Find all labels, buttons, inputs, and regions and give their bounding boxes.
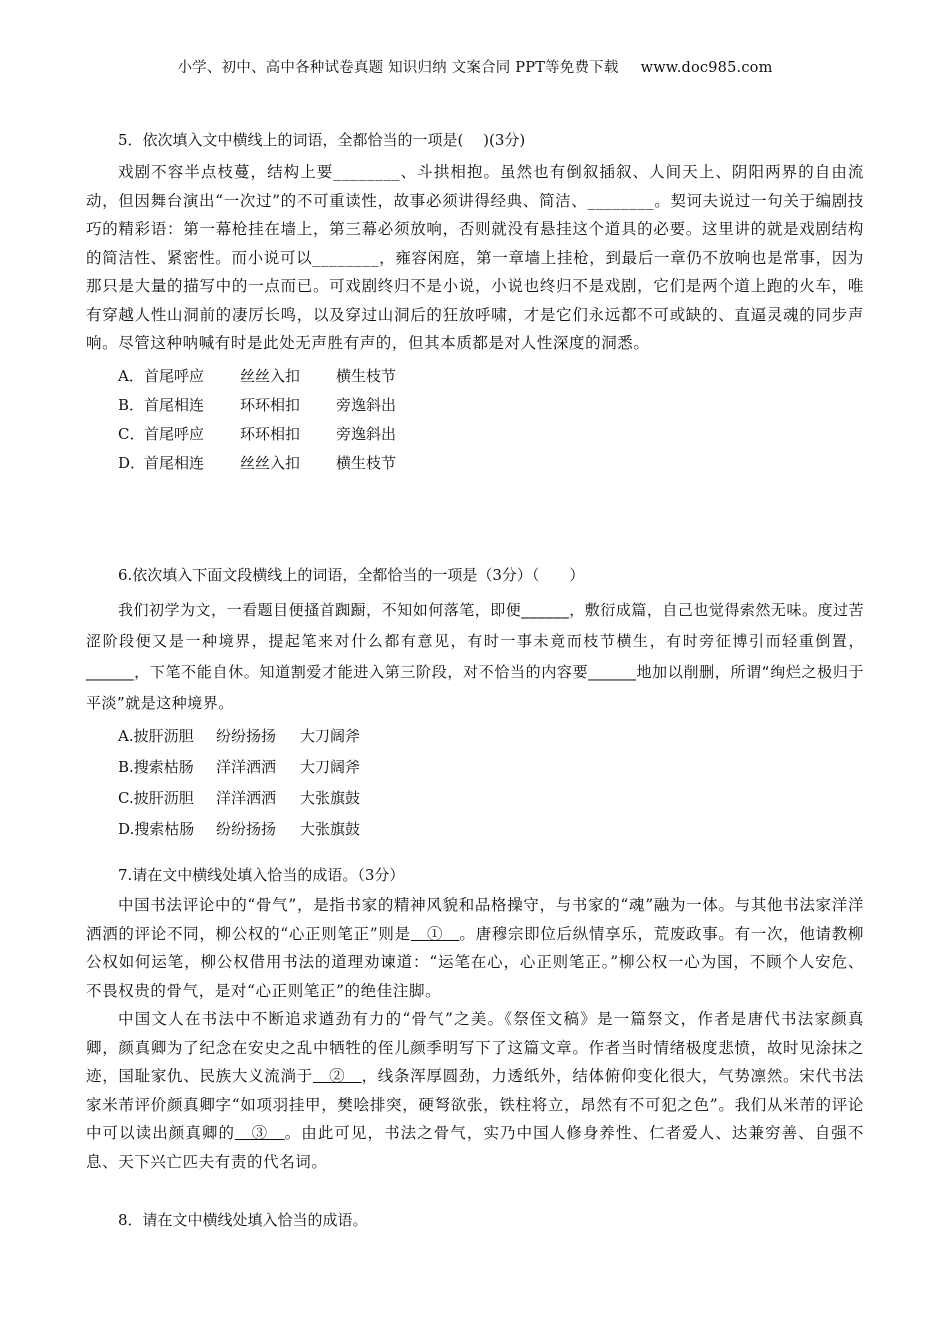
question-5-passage: 戏剧不容半点枝蔓，结构上要________、斗拱相抱。虽然也有倒叙插叙、人间天上、阴阳两界的自由流动，但因舞台演出“一次过”的不可重读性，故事必须讲得经典、简洁、________。契诃夫说过一句关于编剧技巧的精彩语：第一幕枪挂在墙上，第三幕必须放响，否则就没有悬挂这个道具的必要。这里讲的就是戏剧结构的简洁性、紧密性。而小说可以________，雍容闲庭，第一章墙上挂枪，到最后一章仍不放响也是常事，因为那只是大量的描写中的一点而已。可戏剧终归不是小说，小说也终归不是戏剧，它们是两个道上跑的火车，唯有穿越人性山洞前的凄厉长鸣，以及穿过山洞后的狂放呼啸，才是它们永远都不可或缺的、直逼灵魂的同步声响。尽管这种呐喊有时是此处无声胜有声的，但其本质都是对人性深度的洞悉。 bbox=[86, 163, 864, 352]
option-a: A．首尾呼应 丝丝入扣 横生枝节 bbox=[118, 366, 397, 385]
header-text: 小学、初中、高中各种试卷真题 知识归纳 文案合同 PPT等免费下载 bbox=[177, 60, 619, 76]
header-site: www.doc985.com bbox=[640, 60, 773, 76]
question-7-paragraph-1: 中国书法评论中的“骨气”，是指书家的精神风貌和品格操守，与书家的“魂”融为一体。与其他书法家洋洋洒洒的评论不同，柳公权的“心正则笔正”则是 ① 。唐穆宗即位后纵情享乐，荒废政事。有一次，他请教柳公权如何运笔，柳公权借用书法的道理劝谏道：“运笔在心，心正则笔正。”柳公权一心为国，不顾个人安危、不畏权贵的骨气，是对“心正则笔正”的绝佳注脚。 bbox=[86, 896, 864, 1000]
option-c: C．首尾呼应 环环相扣 旁逸斜出 bbox=[118, 424, 397, 443]
option-d: D.搜索枯肠 纷纷扬扬 大张旗鼓 bbox=[118, 820, 361, 838]
option-a: A.披肝沥胆 纷纷扬扬 大刀阔斧 bbox=[118, 727, 361, 745]
question-6-options bbox=[86, 721, 864, 845]
question-6-title: 6.依次填入下面文段横线上的词语，全都恰当的一项是（3分）（ ） bbox=[118, 566, 585, 584]
blank-1: ① bbox=[410, 924, 460, 943]
option-b: B.搜索枯肠 洋洋洒洒 大刀阔斧 bbox=[118, 758, 361, 776]
question-8-title: 8．请在文中横线处填入恰当的成语。 bbox=[118, 1211, 368, 1229]
option-d: D．首尾相连 丝丝入扣 横生枝节 bbox=[118, 453, 397, 472]
option-c: C.披肝沥胆 洋洋洒洒 大张旗鼓 bbox=[118, 789, 361, 807]
blank-3: ③ bbox=[235, 1124, 285, 1142]
question-7-paragraph-2: 中国文人在书法中不断追求遒劲有力的“骨气”之美。《祭侄文稿》是一篇祭文，作者是唐代书法家颜真卿，颜真卿为了纪念在安史之乱中牺牲的侄儿颜季明写下了这篇文章。作者当时情绪极度悲愤，故时见涂抹之迹，国耻家仇、民族大义流淌于 ② ，线条浑厚圆劲，力透纸外，结体俯仰变化很大，气势凛然。宋代书法家米芾评价颜真卿字“如项羽挂甲，樊哙排突，硬弩欲张，铁柱将立，昂然有不可犯之色”。我们从米芾的评论中可以读出颜真卿的 ③ 。由此可见，书法之骨气，实乃中国人修身养性、仁者爱人、达兼穷善、自强不息、天下兴亡匹夫有责的代名词。 bbox=[86, 1010, 864, 1171]
question-8 bbox=[86, 1210, 864, 1230]
question-5 bbox=[86, 130, 864, 478]
blank-2: ② bbox=[312, 1067, 362, 1085]
page-header bbox=[0, 56, 950, 77]
question-7-title: 7.请在文中横线处填入恰当的成语。（3分） bbox=[118, 866, 405, 884]
question-5-title: 5．依次填入文中横线上的词语，全都恰当的一项是( )(3分) bbox=[118, 131, 526, 149]
question-5-options bbox=[86, 362, 864, 478]
question-6-passage: 我们初学为文，一看题目便搔首踟蹰，不知如何落笔，即便______，敷衍成篇，自己也觉得索然无味。度过苦涩阶段便又是一种境界，提起笔来对什么都有意见，有时一事未竟而枝节横生，有时旁征博引而轻重倒置，______，下笔不能自休。知道割爱才能进入第三阶段，对不恰当的内容要______地加以削删，所谓“绚烂之极归于平淡”就是这种境界。 bbox=[86, 601, 864, 712]
question-6 bbox=[86, 565, 864, 845]
question-7 bbox=[86, 865, 864, 1176]
option-b: B．首尾相连 环环相扣 旁逸斜出 bbox=[118, 395, 397, 414]
